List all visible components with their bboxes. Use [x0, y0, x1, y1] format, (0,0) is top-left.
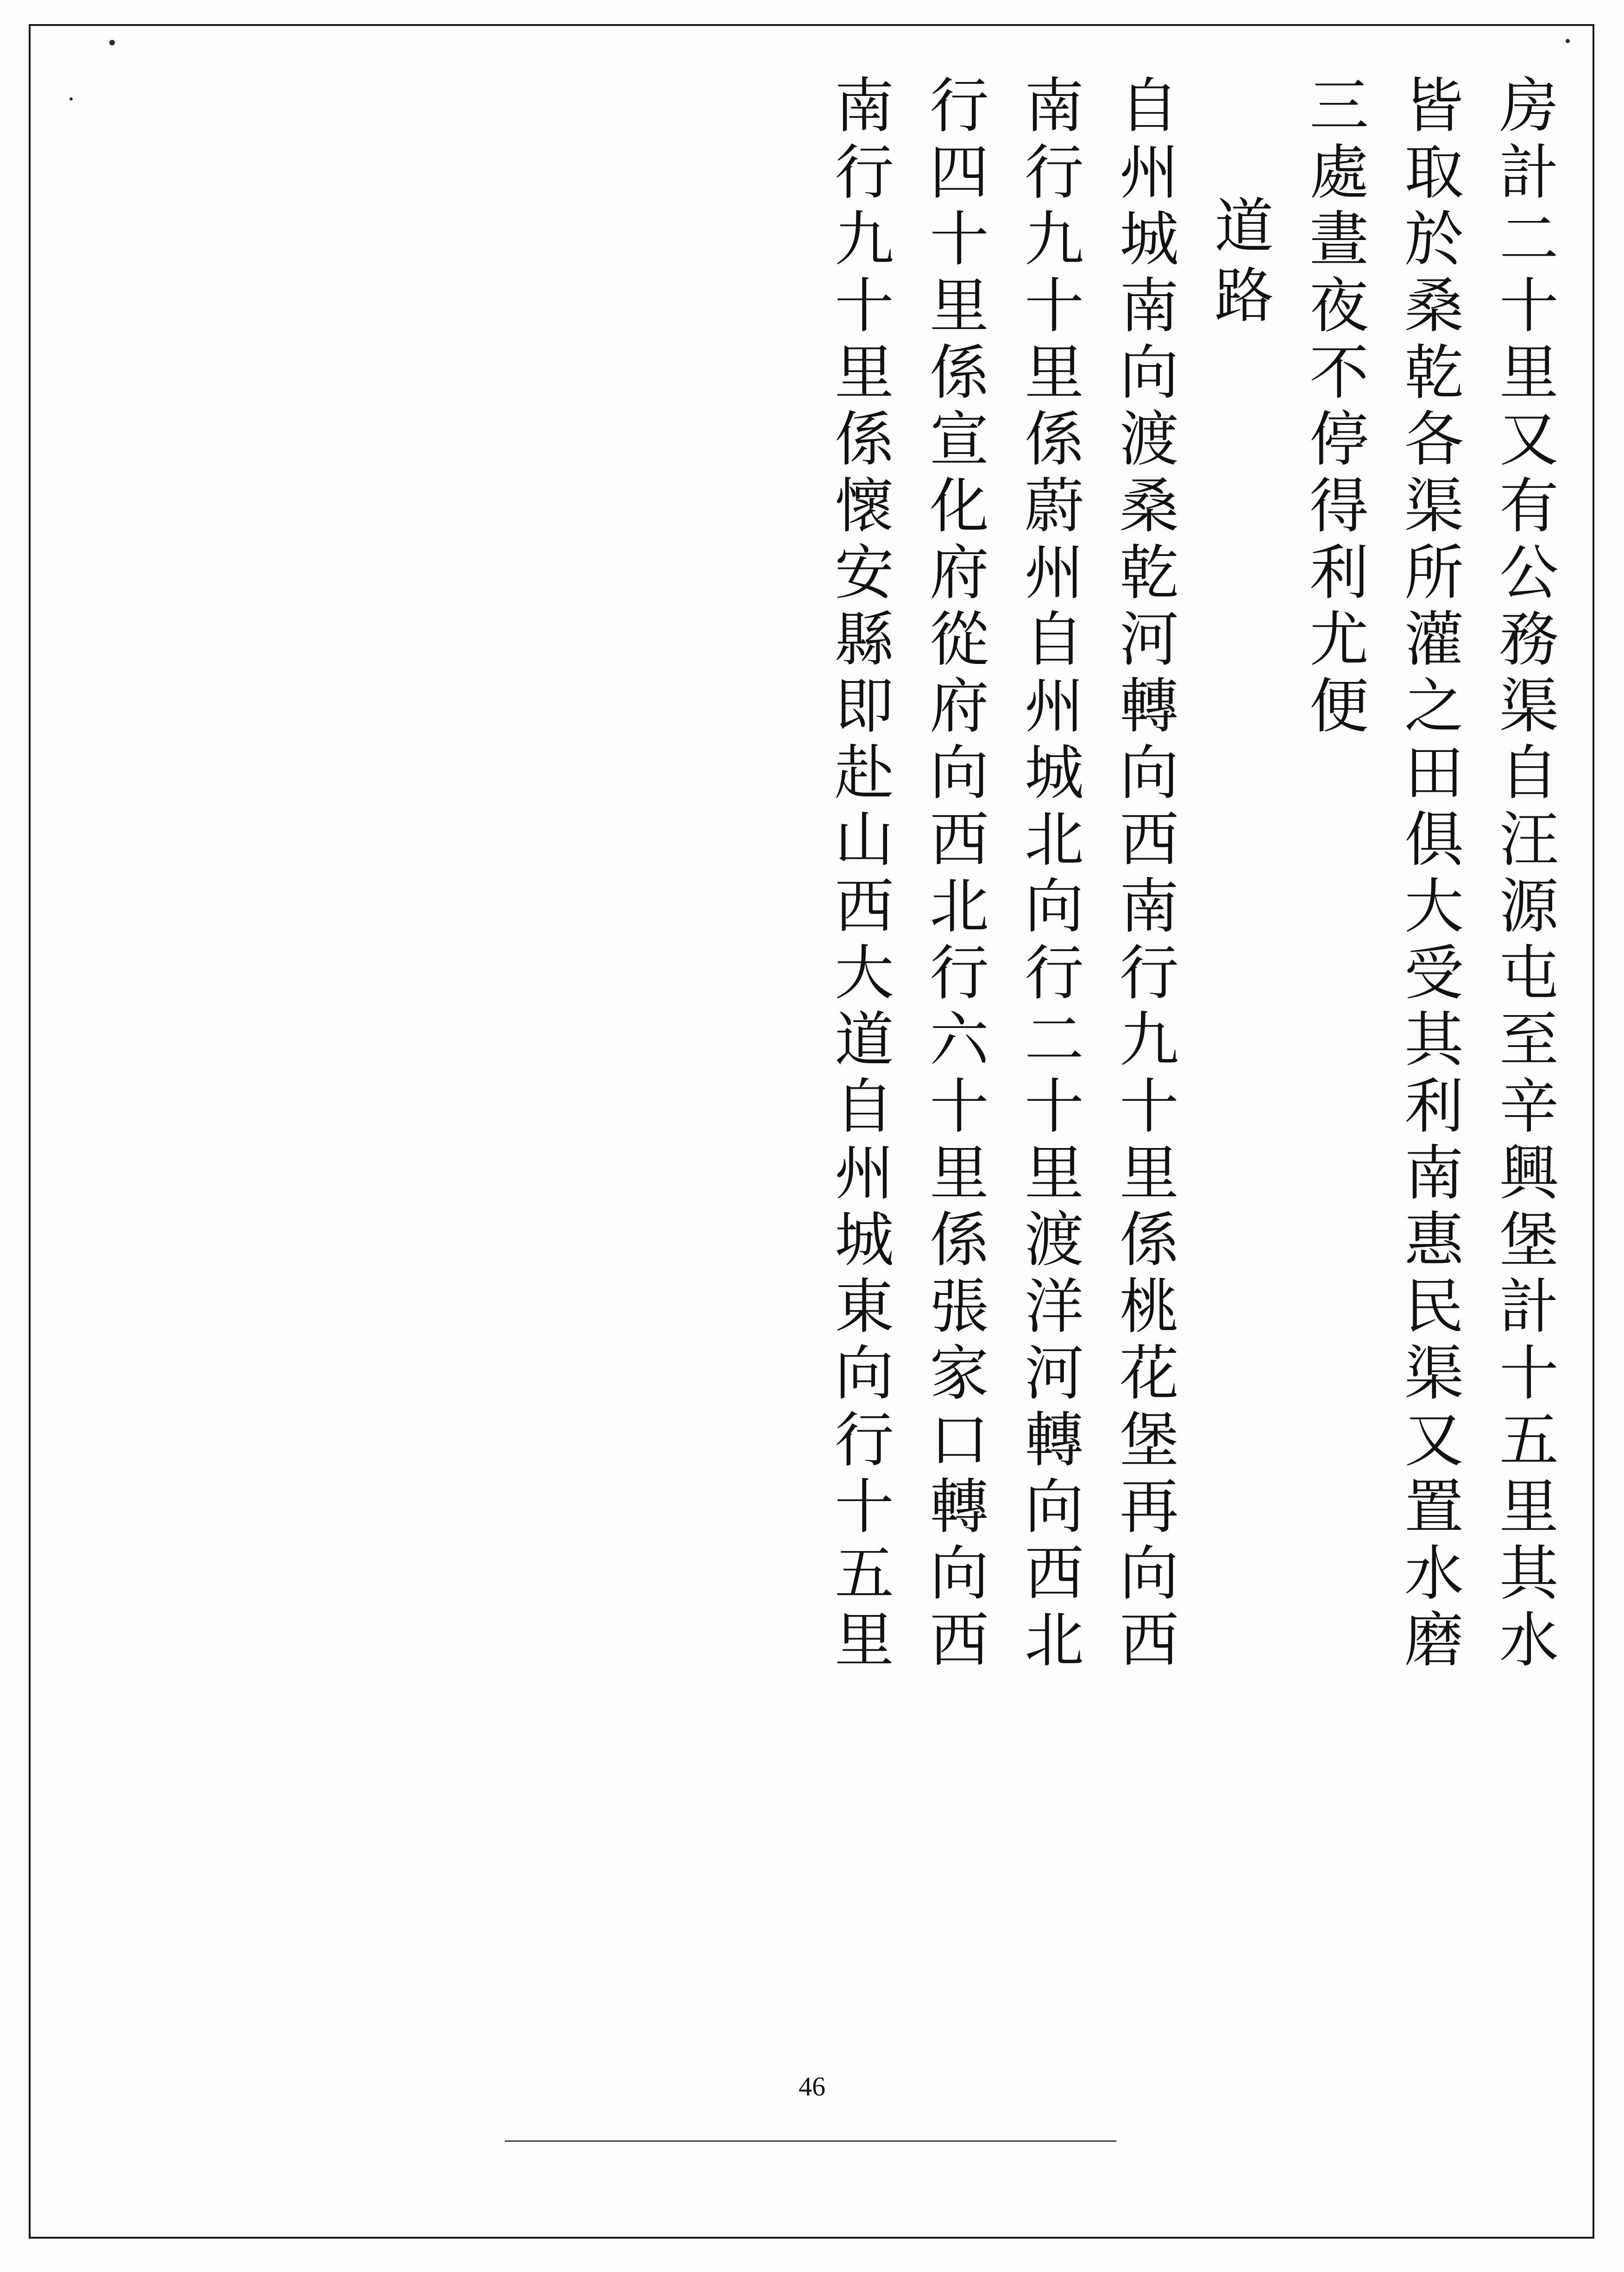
text-column-8: 南行九十里係懷安縣即赴山西大道自州城東向行十五里 [825, 74, 894, 1675]
text-column-1: 房計二十里又有公務渠自汪源屯至辛興堡計十五里其水 [1489, 74, 1558, 1675]
footer-rule [505, 2140, 1116, 2142]
text-column-2: 皆取於桑乾各渠所灌之田俱大受其利南惠民渠又置水磨 [1394, 74, 1463, 1675]
section-heading-daolu: 道路 [1204, 195, 1273, 334]
ink-speck-icon [109, 40, 115, 45]
page-number: 46 [799, 2071, 825, 2102]
vertical-text-body [83, 65, 1566, 2057]
text-column-5: 自州城南向渡桑乾河轉向西南行九十里係桃花堡再向西 [1109, 74, 1178, 1675]
text-column-3: 三處晝夜不停得利尤便 [1299, 74, 1368, 741]
ink-speck-icon [1566, 39, 1570, 43]
text-column-7: 行四十里係宣化府從府向西北行六十里係張家口轉向西 [919, 74, 988, 1675]
ink-speck-icon [69, 97, 73, 101]
text-column-6: 南行九十里係蔚州自州城北向行二十里渡洋河轉向西北 [1014, 74, 1083, 1675]
